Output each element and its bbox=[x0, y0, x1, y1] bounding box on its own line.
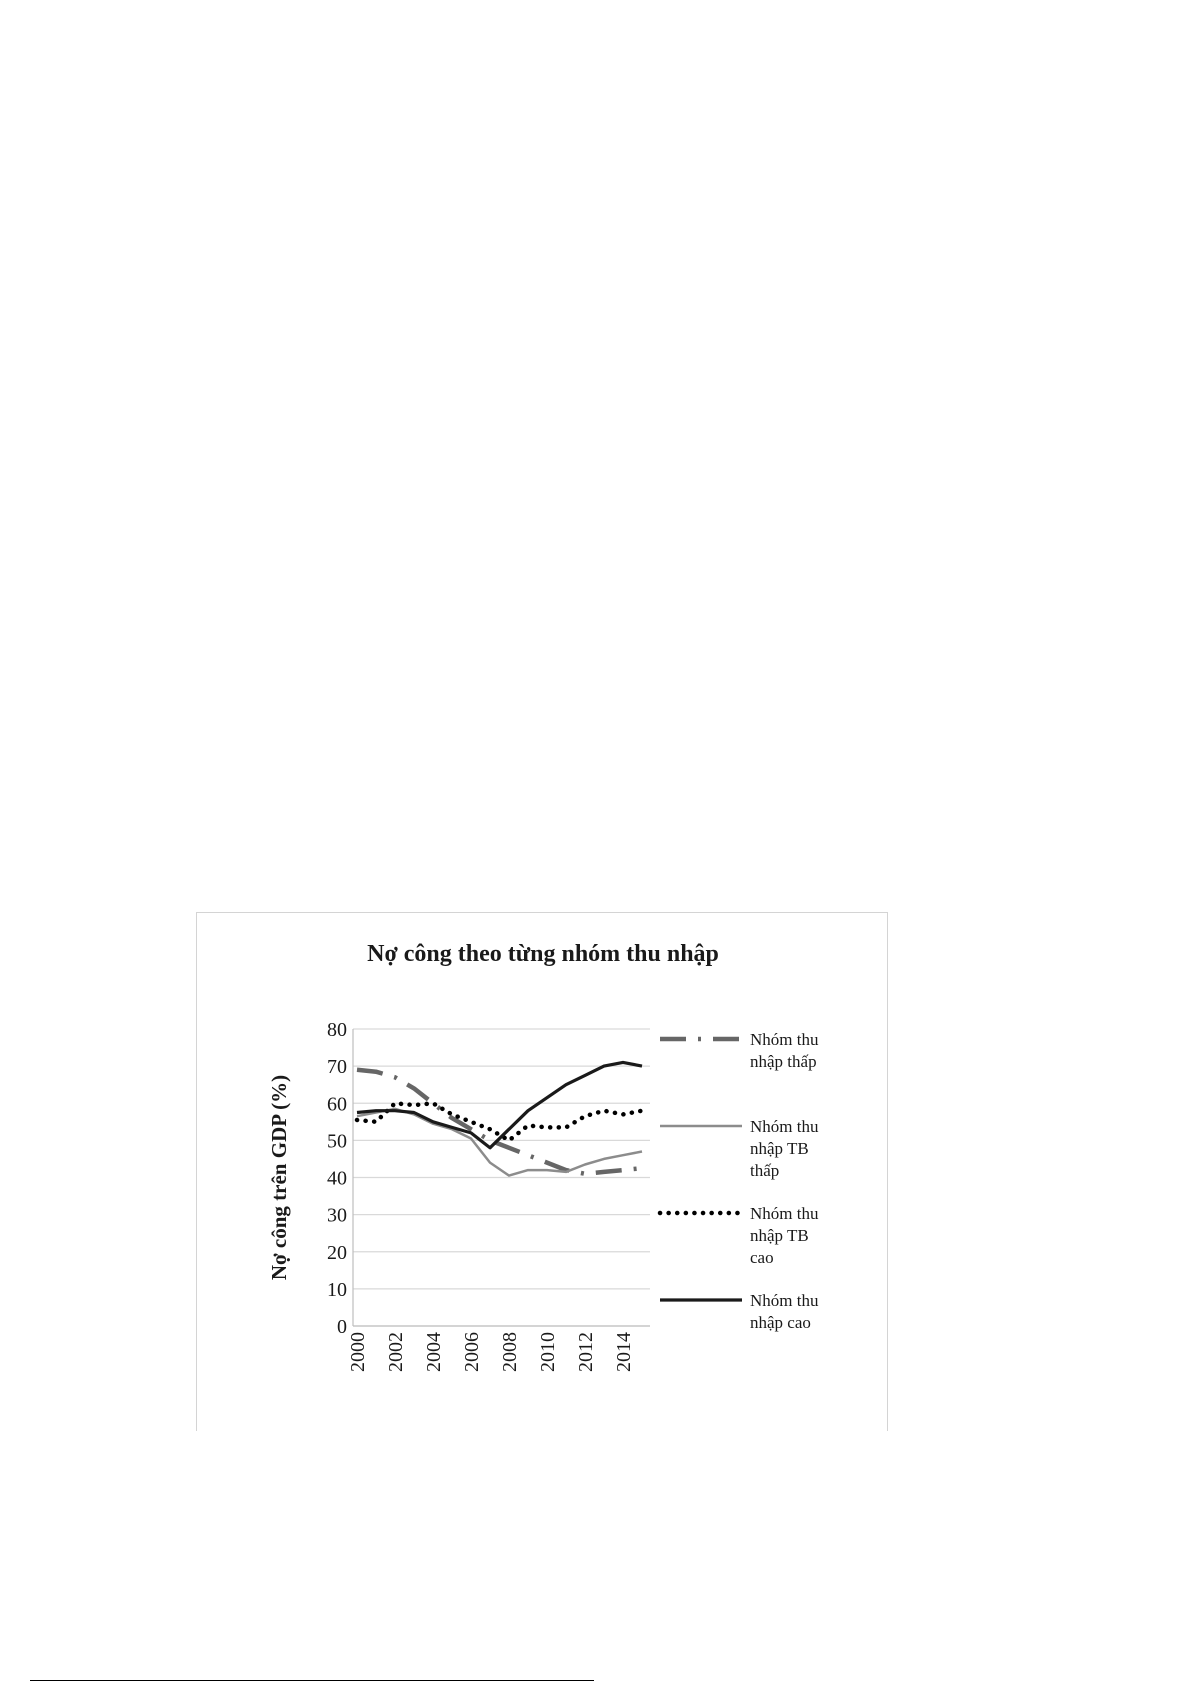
x-tick-label: 2010 bbox=[537, 1332, 559, 1372]
legend-label: Nhóm thu bbox=[750, 1030, 819, 1049]
y-tick-label: 80 bbox=[327, 1019, 347, 1041]
legend-label: Nhóm thu bbox=[750, 1204, 819, 1223]
legend-label: thấp bbox=[750, 1161, 780, 1180]
legend-label: Nhóm thu bbox=[750, 1117, 819, 1136]
gridlines bbox=[353, 1029, 650, 1326]
x-tick-label: 2008 bbox=[499, 1332, 521, 1372]
legend-label: nhập TB bbox=[750, 1139, 809, 1158]
x-tick-label: 2002 bbox=[385, 1332, 407, 1372]
y-tick-label: 70 bbox=[327, 1056, 347, 1079]
legend-label: nhập thấp bbox=[750, 1052, 817, 1071]
legend-label: nhập TB bbox=[750, 1226, 809, 1245]
x-tick-label: 2000 bbox=[347, 1332, 369, 1372]
x-tick-label: 2004 bbox=[423, 1332, 445, 1372]
y-tick-label: 50 bbox=[327, 1130, 347, 1153]
y-tick-label: 30 bbox=[327, 1204, 347, 1227]
x-tick-label: 2014 bbox=[613, 1332, 635, 1372]
x-tick-label: 2006 bbox=[461, 1332, 483, 1372]
chart-title: Nợ công theo từng nhóm thu nhập bbox=[367, 941, 719, 967]
x-tick-label: 2012 bbox=[575, 1332, 597, 1372]
y-tick-label: 40 bbox=[327, 1167, 347, 1190]
series-lines bbox=[357, 1062, 642, 1175]
y-tick-label: 10 bbox=[327, 1278, 347, 1301]
y-tick-label: 20 bbox=[327, 1241, 347, 1264]
y-tick-label: 60 bbox=[327, 1093, 347, 1116]
series-line-3 bbox=[357, 1103, 642, 1140]
y-tick-label: 0 bbox=[337, 1316, 347, 1338]
legend-label: nhập cao bbox=[750, 1313, 811, 1332]
legend-label: Nhóm thu bbox=[750, 1291, 819, 1310]
line-chart bbox=[197, 913, 887, 1431]
legend bbox=[660, 1030, 819, 1332]
chart-figure bbox=[196, 912, 888, 1431]
legend-label: cao bbox=[750, 1248, 774, 1267]
series-line-1 bbox=[357, 1070, 642, 1174]
y-axis-label: Nợ công trên GDP (%) bbox=[267, 1074, 291, 1281]
footnote-divider bbox=[30, 1680, 594, 1681]
